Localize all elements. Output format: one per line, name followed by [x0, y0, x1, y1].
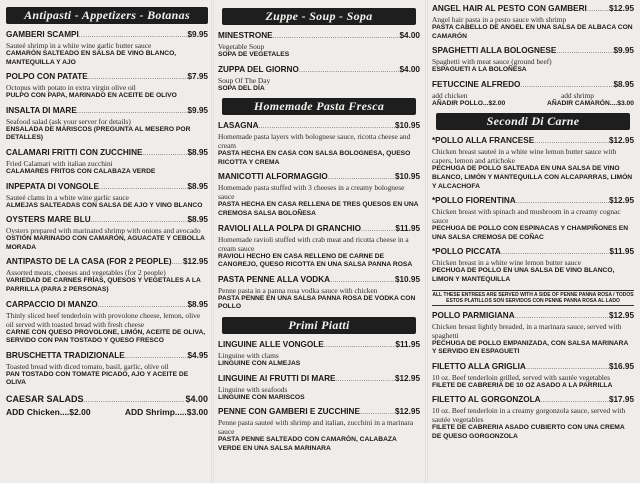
- item-price: $10.95: [394, 121, 420, 131]
- item-description: Spaghetti with meat sauce (ground beef): [432, 57, 552, 67]
- menu-item: [218, 224, 420, 270]
- item-description-spanish: PASTA HECHA EN CASA CON SALSA BOLOGNESA, QUESO RICOTTA Y CREMA: [218, 150, 411, 166]
- item-price: $12.95: [394, 373, 420, 383]
- add-shrimp-es: AÑADIR CAMARÓN....$3.00: [547, 99, 634, 107]
- item-price: $8.95: [613, 79, 634, 89]
- item-name: CARPACCIO DI MANZO: [6, 299, 98, 309]
- entree-side-note: ALL THESE ENTREES ARE SERVED WITH A SIDE OF PENNE PANNA ROSA / TODOS ESTOS PLATILLOS SON SERVIDOS CON PENNE PANNA ROSA AL LADO: [432, 291, 634, 304]
- item-price: $10.95: [394, 274, 420, 284]
- item-description: Homemade ravioli stuffed with crab meat and ricotta cheese in a cream sauce: [218, 234, 409, 253]
- item-description: Angel hair pasta in a pesto sauce with shrimp: [432, 15, 567, 24]
- item-description-spanish: SOPA DE VEGETALES: [218, 51, 290, 58]
- item-description: Chicken breast with spinach and mushroom in a creamy cognac sauce: [432, 207, 621, 226]
- item-price: $16.95: [608, 361, 634, 371]
- item-name: BRUSCHETTA TRADIZIONALE: [6, 350, 125, 360]
- item-description-spanish: LINGUINE CON MARISCOS: [218, 393, 305, 401]
- menu-item: [432, 247, 634, 284]
- item-name: ANTIPASTO DE LA CASA (FOR 2 PEOPLE): [6, 257, 172, 267]
- section-header-zuppe: Zuppe - Soup - Sopa: [222, 8, 416, 25]
- item-name: PASTA PENNE ALLA VODKA: [218, 274, 331, 284]
- item-description-spanish: PASTA PENNE SALTEADO CON CAMARÓN, CALABAZA VERDE EN UNA SALSA MARINARA: [218, 436, 397, 452]
- add-shrimp-option: ADD Shrimp.....$3.00: [124, 406, 208, 417]
- menu-item: [432, 362, 634, 391]
- item-name: *POLLO PICCATA: [432, 247, 501, 257]
- menu-item: [218, 374, 420, 403]
- item-description-spanish: PASTA PENNE EN UNA SALSA PANNA ROSA DE VODKA CON POLLO: [218, 294, 416, 311]
- item-description: Vegetable Soup: [218, 42, 265, 51]
- item-description: Seafood salad (ask your server for details): [6, 116, 131, 126]
- item-description: Thinly sliced beef tenderloin with provolone cheese, lemon, olive oil served with toasted bread with fresh cheese: [6, 310, 201, 329]
- item-name: ZUPPA DEL GIORNO: [218, 64, 299, 74]
- item-price: $8.95: [187, 299, 208, 309]
- item-description-spanish: PASTA HECHA EN CASA RELLENA DE TRES QUESOS EN UNA CREMOSA SALSA BOLOÑESA: [218, 201, 419, 217]
- item-price: $12.95: [394, 407, 420, 417]
- item-name: INPEPATA DI VONGOLE: [6, 181, 99, 191]
- item-description: Soup Of The Day: [218, 75, 271, 85]
- item-description: Linguine with seafoods: [218, 384, 288, 394]
- item-description: Sauteé clams in a white wine garlic sauce: [6, 192, 129, 202]
- item-description-spanish: PAN TOSTADO CON TOMATE PICADO, AJO Y ACEITE DE OLIVA: [6, 370, 189, 387]
- item-name: LINGUINE ALLE VONGOLE: [218, 339, 324, 349]
- item-description-spanish: PECHUGA DE POLLO SALTEADA EN UNA SALSA DE VINO BLANCO, LIMÓN Y MANTEQUILLA CON ALCAPARRAS, LIMÓN Y ALCACHOFA: [432, 165, 633, 190]
- item-price: $8.95: [187, 215, 208, 225]
- section-header-antipasti: Antipasti - Appetizers - Botanas: [6, 7, 208, 24]
- item-price: $12.95: [608, 196, 634, 206]
- item-name: *POLLO FIORENTINA: [432, 196, 516, 206]
- add-chicken-es: AÑADIR POLLO...$2.00: [432, 99, 506, 107]
- menu-item: [432, 46, 634, 75]
- item-description-spanish: PECHUGA DE POLLO EN UNA SALSA DE VINO BLANCO, LIMON Y MANTEQUILLA: [432, 267, 615, 283]
- menu-item: [432, 4, 634, 41]
- menu-item: [218, 31, 420, 60]
- add-shrimp-desc: add shrimp: [560, 90, 594, 100]
- item-name: GAMBERI SCAMPI: [6, 30, 79, 39]
- menu-item: [218, 407, 420, 453]
- item-price: $4.00: [185, 393, 208, 404]
- item-description-spanish: ALMEJAS SALTEADAS CON SALSA DE AJO Y VINO BLANCO: [6, 201, 203, 209]
- menu-item: [6, 257, 208, 294]
- menu-item: [6, 215, 208, 252]
- item-price: $8.95: [187, 147, 208, 157]
- menu-item: [218, 340, 420, 369]
- item-name: RAVIOLI ALLA POLPA DI GRANCHIO: [218, 223, 361, 233]
- item-price: $4.00: [399, 31, 420, 40]
- menu-column-soups-pasta: [214, 0, 424, 483]
- item-price: $8.95: [187, 181, 208, 191]
- item-price: $9.95: [613, 46, 634, 56]
- section-header-secondi: Secondi Di Carne: [436, 113, 630, 130]
- item-description: 10 oz. Beef tenderloin in a creamy gorgonzola sauce, served with sautée vegetables: [432, 406, 626, 425]
- item-description-spanish: FILETE DE CABRERIA ASADO CUBIERTO CON UNA CREMA DE QUESO GORGONZOLA: [432, 424, 625, 440]
- item-description-spanish: LINGUINE CON ALMEJAS: [218, 359, 301, 367]
- item-description: Chicken breast sauteé in a white wine lemon butter sauce with capers, lemon and artichoke: [432, 147, 617, 166]
- menu-item: [432, 136, 634, 191]
- item-price: $12.95: [608, 136, 634, 146]
- item-description-spanish: PECHUGA DE POLLO CON ESPINACAS Y CHAMPIÑONES EN UNA SALSA CREMOSA DE COÑAC: [432, 225, 629, 241]
- item-name: *POLLO ALLA FRANCESE: [432, 136, 535, 146]
- item-price: $12.95: [608, 310, 634, 320]
- item-name: ANGEL HAIR AL PESTO CON GAMBERI: [432, 4, 587, 13]
- item-name: OYSTERS MARE BLU: [6, 215, 91, 225]
- item-name: LINGUINE AI FRUTTI DI MARE: [218, 373, 336, 383]
- item-description: Linguine with clams: [218, 350, 279, 360]
- menu-item: [6, 182, 208, 211]
- item-name: LASAGNA: [218, 121, 259, 131]
- menu-item: [6, 106, 208, 143]
- item-description: Fried Calamari with italian zucchini: [6, 158, 113, 168]
- item-price: $7.95: [187, 72, 208, 82]
- item-description-spanish: PECHUGA DE POLLO EMPANIZADA, CON SALSA MARINARA Y SERVIDO EN ESPAGUETI: [432, 339, 629, 356]
- item-price: $9.95: [187, 30, 208, 39]
- item-name: CAESAR SALADS: [6, 393, 84, 404]
- item-price: $12.95: [182, 257, 208, 267]
- item-name: MANICOTTI ALFORMAGGIO: [218, 172, 328, 182]
- item-name: SPAGHETTI ALLA BOLOGNESE: [432, 46, 557, 56]
- menu-item: [218, 172, 420, 218]
- menu-item: [218, 121, 420, 167]
- item-description: Chicken breast in a white wine lemon butter sauce: [432, 258, 581, 268]
- item-description: Toasted bread with diced tomato, basil, garlic, olive oil: [6, 361, 169, 371]
- item-description-spanish: RAVIOLI HECHO EN CASA RELLENO DE CARNE DE CANGREJO, QUESO RICOTTA EN UNA SALSA PANNA ROSA: [218, 252, 413, 269]
- item-name: PENNE CON GAMBERI E ZUCCHINE: [218, 407, 360, 417]
- menu-item: [432, 196, 634, 242]
- item-price: $11.95: [609, 247, 634, 257]
- add-chicken-option: ADD Chicken....$2.00: [6, 406, 91, 417]
- item-description-spanish: CAMARÓN SALTEADO EN SALSA DE VINO BLANCO, MANTEQUILLA Y AJO: [6, 50, 177, 66]
- item-name: CALAMARI FRITTI CON ZUCCHINE: [6, 147, 143, 157]
- menu-item: [218, 65, 420, 94]
- menu-item: [432, 395, 634, 441]
- add-chicken-desc: add chicken: [432, 90, 468, 100]
- menu-item: [432, 311, 634, 357]
- menu-column-entrees: [428, 0, 640, 483]
- item-description: Assorted meats, cheeses and vegetables (for 2 people): [6, 268, 166, 278]
- menu-item-fettuccine: [432, 80, 634, 109]
- item-description: Homemade pasta layers with bolognese sauce, ricotta cheese and cream: [218, 132, 411, 151]
- item-name: FILETTO ALLA GRIGLIA: [432, 361, 526, 371]
- item-description: 10 oz. Beef tenderloin grilled, served with sautée vegetables: [432, 372, 611, 382]
- item-price: $4.00: [399, 64, 420, 74]
- item-description: Oysters prepared with marinated shrimp with onions and avocado: [6, 226, 201, 236]
- item-description-spanish: SOPA DEL DÍA: [218, 84, 265, 92]
- item-description-spanish: PULPO CON PAPA, MARINADO EN ACEITE DE OLIVO: [6, 92, 177, 100]
- item-name: FETUCCINE ALFREDO: [432, 79, 521, 89]
- menu-item: [218, 275, 420, 312]
- item-description-spanish: VARIEDAD DE CARNES FRÍAS, QUESOS Y VEGETALES A LA PARRILLA (PARA 2 PERSONAS): [6, 277, 201, 293]
- menu-item: [6, 300, 208, 346]
- section-header-primi: Primi Piatti: [222, 317, 416, 334]
- section-header-pasta-fresca: Homemade Pasta Fresca: [222, 98, 416, 115]
- item-price: $17.95: [608, 395, 634, 405]
- item-description-spanish: ESPAGUETI A LA BOLOÑESA: [432, 66, 527, 74]
- item-description-spanish: PASTA CABELLO DE ANGEL EN UNA SALSA DE ALBACA CON CAMARÓN: [432, 24, 633, 40]
- item-name: MINESTRONE: [218, 31, 273, 40]
- item-price: $12.95: [608, 4, 634, 13]
- item-description-spanish: FILETE DE CABRERIA DE 10 OZ ASADO A LA PARRILLA: [432, 381, 613, 389]
- menu-item: [6, 351, 208, 388]
- item-name: INSALTA DI MARE: [6, 105, 77, 115]
- item-price: $11.95: [395, 339, 420, 349]
- menu-item: [6, 148, 208, 177]
- item-name: POLLO PARMIGIANA: [432, 310, 515, 320]
- item-price: $10.95: [394, 172, 420, 182]
- menu-item-caesar: [6, 393, 208, 418]
- item-description: Octopus with potato in extra virgin olive oil: [6, 83, 136, 93]
- item-description: Chicken breast lightly breaded, in a marinara sauce, served with spaghetti: [432, 321, 622, 340]
- item-description-spanish: CARNE CON QUESO PROVOLONE, LIMÓN, ACEITE DE OLIVA, SERVIDO CON PAN TOSTADO Y QUESO FRESCO: [6, 328, 206, 345]
- item-price: $9.95: [187, 105, 208, 115]
- menu-item: [6, 30, 208, 67]
- menu-column-appetizers: [0, 0, 212, 483]
- item-description-spanish: CALAMARES FRITOS CON CALABAZA VERDE: [6, 167, 156, 175]
- item-description: Homemade pasta stuffed with 3 cheeses in a creamy bolognese sauce: [218, 183, 405, 202]
- item-name: POLPO CON PATATE: [6, 72, 88, 82]
- item-description-spanish: OSTIÓN MARINADO CON CAMARÓN, AGUACATE Y CEBOLLA MORADA: [6, 235, 205, 251]
- item-description: Sauteé shrimp in a white wine garlic butter sauce: [6, 41, 152, 50]
- item-price: $4.95: [187, 350, 208, 360]
- item-price: $11.95: [395, 223, 420, 233]
- item-description: Penne pasta sauteé with shrimp and italian, zucchini in a marinara sauce: [218, 418, 414, 437]
- menu-item: [6, 72, 208, 101]
- item-description: Penne pasta in a panna rosa vodka sauce with chicken: [218, 285, 378, 295]
- item-name: FILETTO AL GORGONZOLA: [432, 395, 541, 405]
- item-description-spanish: ENSALADA DE MARISCOS (PREGUNTA AL MESERO POR DETALLES): [6, 125, 191, 142]
